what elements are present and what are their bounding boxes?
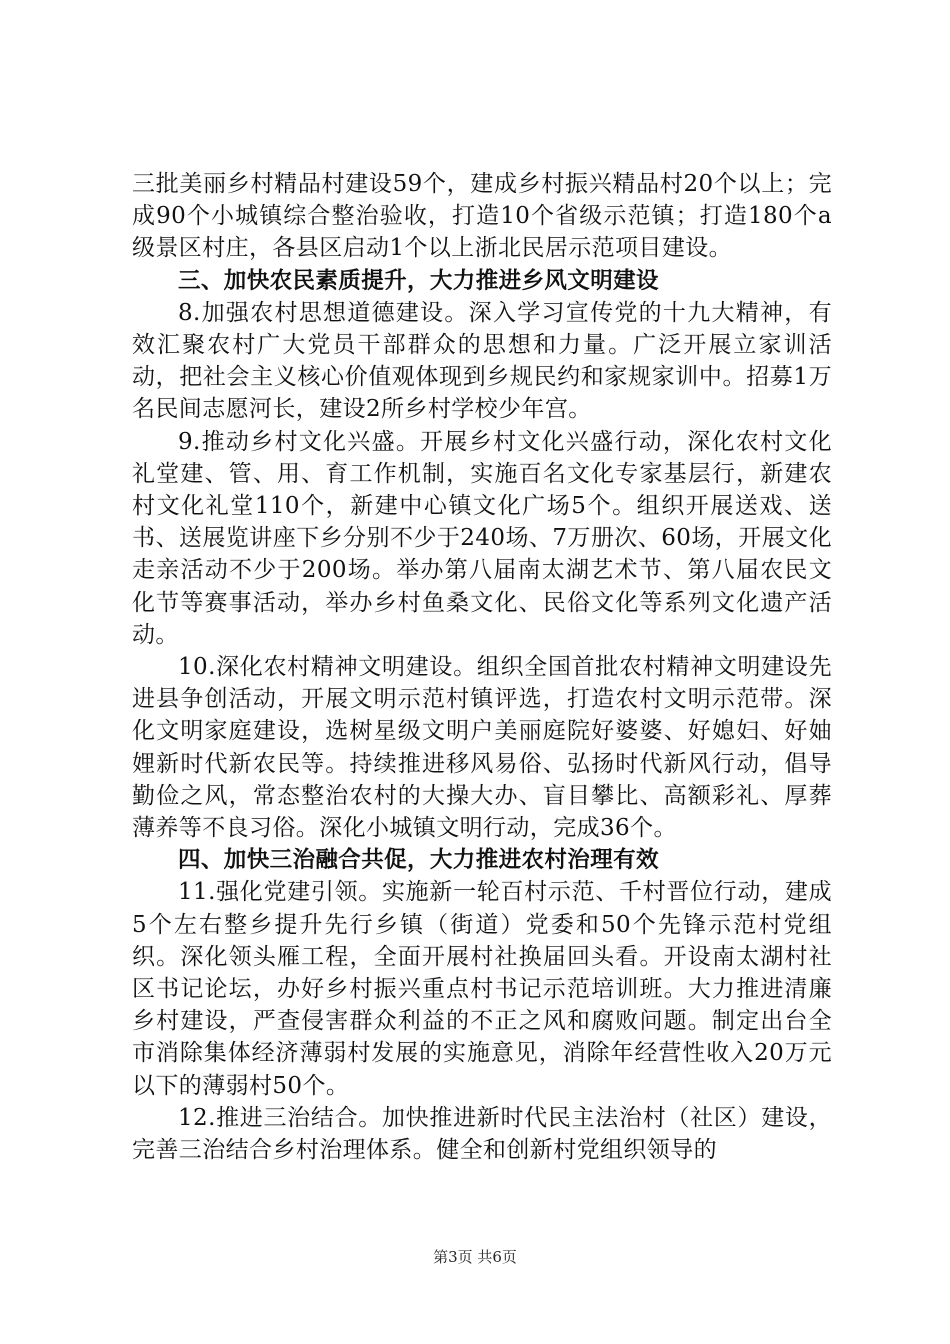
- paragraph-continuation: 三批美丽乡村精品村建设59个，建成乡村振兴精品村20个以上；完成90个小城镇综合整治验收，打造10个省级示范镇；打造180个a级景区村庄，各县区启动1个以上浙北民居示范项目建设。: [132, 171, 832, 262]
- page-footer: 第3页 共6页: [433, 1248, 517, 1266]
- section-heading-4: 四、加快三治融合共促，大力推进农村治理有效: [178, 847, 659, 874]
- paragraph-item-9: 9.推动乡村文化兴盛。开展乡村文化兴盛行动，深化农村文化礼堂建、管、用、育工作机制，实施百名文化专家基层行，新建农村文化礼堂110个，新建中心镇文化广场5个。组织开展送戏、送书、送展览讲座下乡分别不少于240场、7万册次、60场，开展文化走亲活动不少于200场。举办第八届南太湖艺术节、第八届农民文化节等赛事活动，举办乡村鱼桑文化、民俗文化等系列文化遗产活动。: [132, 428, 832, 648]
- paragraph-item-10: 10.深化农村精神文明建设。组织全国首批农村精神文明建设先进县争创活动，开展文明示范村镇评选，打造农村文明示范带。深化文明家庭建设，选树星级文明户美丽庭院好婆婆、好媳妇、好妯娌新时代新农民等。持续推进移风易俗、弘扬时代新风行动，倡导勤俭之风，常态整治农村的大操大办、盲目攀比、高额彩礼、厚葬薄养等不良习俗。深化小城镇文明行动，完成36个。: [132, 654, 832, 842]
- paragraph-item-11: 11.强化党建引领。实施新一轮百村示范、千村晋位行动，建成5个左右整乡提升先行乡镇（街道）党委和50个先锋示范村党组织。深化领头雁工程，全面开展村社换届回头看。开设南太湖村社区书记论坛，办好乡村振兴重点村书记示范培训班。大力推进清廉乡村建设，严查侵害群众利益的不正之风和腐败问题。制定出台全市消除集体经济薄弱村发展的实施意见，消除年经营性收入20万元以下的薄弱村50个。: [132, 879, 832, 1099]
- section-heading-3: 三、加快农民素质提升，大力推进乡风文明建设: [178, 267, 659, 294]
- paragraph-item-8: 8.加强农村思想道德建设。深入学习宣传党的十九大精神，有效汇聚农村广大党员干部群众的思想和力量。广泛开展立家训活动，把社会主义核心价值观体现到乡规民约和家规家训中。招募1万名民间志愿河长，建设2所乡村学校少年宫。: [132, 299, 832, 423]
- paragraph-item-12: 12.推进三治结合。加快推进新时代民主法治村（社区）建设，完善三治结合乡村治理体系。健全和创新村党组织领导的: [132, 1104, 832, 1164]
- document-body: [132, 168, 832, 1166]
